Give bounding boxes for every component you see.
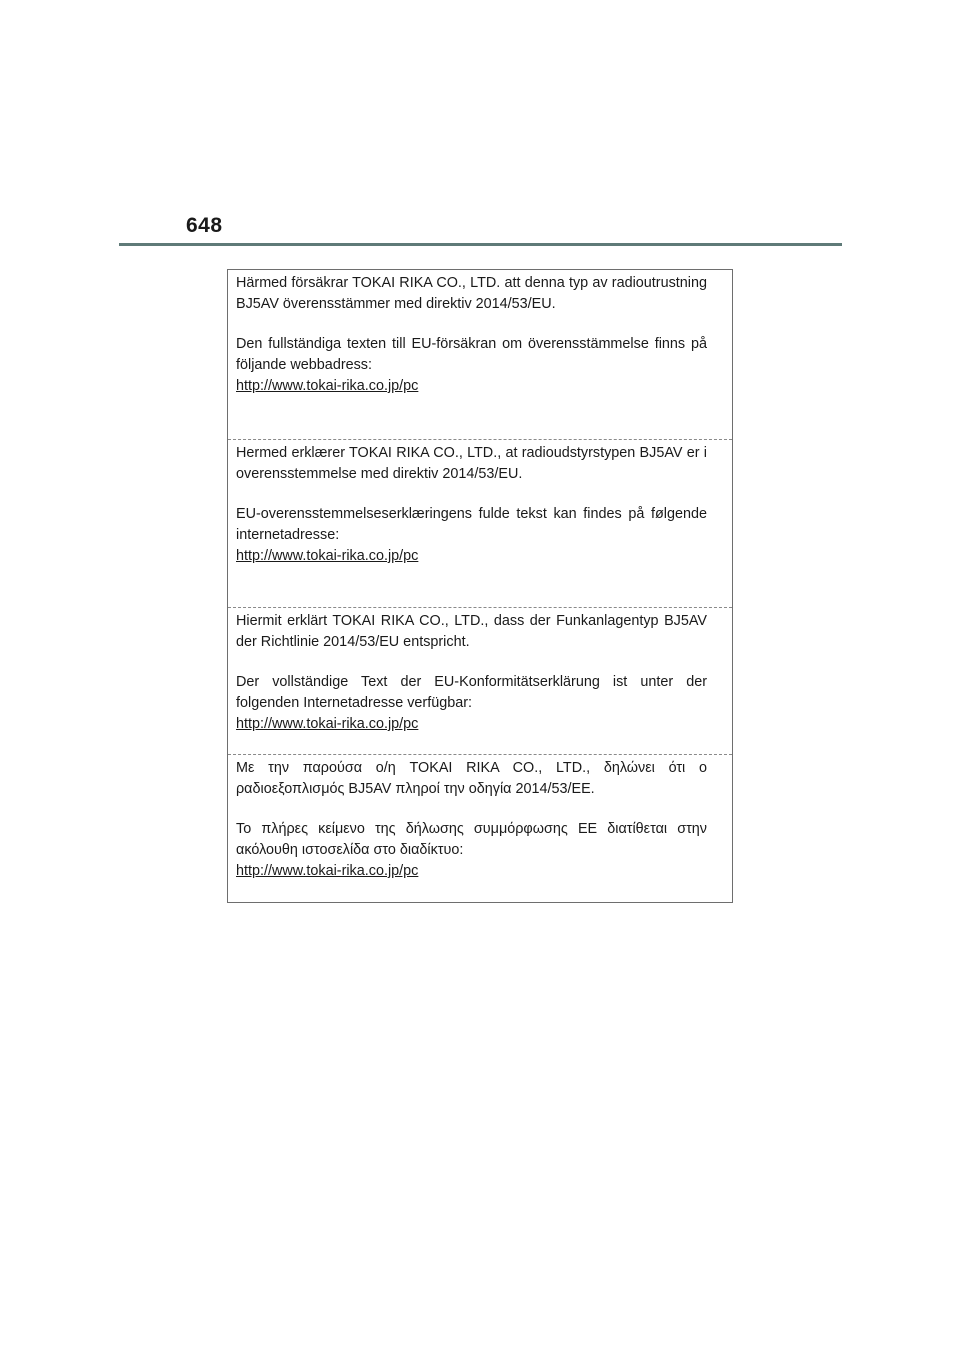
declaration-url-link[interactable]: http://www.tokai-rika.co.jp/pc: [236, 716, 419, 732]
info-text: EU-overensstemmelseserklæringens fulde tekst kan findes på følgende internetadresse:: [236, 506, 707, 543]
section-greek: [228, 754, 732, 904]
declaration-url-link[interactable]: http://www.tokai-rika.co.jp/pc: [236, 548, 419, 564]
declaration-url-link[interactable]: http://www.tokai-rika.co.jp/pc: [236, 378, 419, 394]
declaration-text: Hiermit erklärt TOKAI RIKA CO., LTD., dass der Funkanlagentyp BJ5AV der Richtlinie 2014/53/EU entspricht.: [236, 613, 707, 650]
header-rule: [119, 243, 842, 246]
declaration-url-link[interactable]: http://www.tokai-rika.co.jp/pc: [236, 863, 419, 879]
section-swedish: [228, 270, 732, 439]
info-text: Den fullständiga texten till EU-försäkran om överensstämmelse finns på följande webbadress:: [236, 336, 707, 373]
info-text: Der vollständige Text der EU-Konformitätserklärung ist unter der folgenden Internetadresse verfügbar:: [236, 674, 707, 711]
section-danish: [228, 439, 732, 607]
section-german: [228, 607, 732, 754]
info-text: Το πλήρες κείμενο της δήλωσης συμμόρφωσης ΕΕ διατίθεται στην ακόλουθη ιστοσελίδα στο διαδίκτυο:: [236, 821, 707, 858]
declaration-text: Hermed erklærer TOKAI RIKA CO., LTD., at radioudstyrstypen BJ5AV er i overensstemmelse med direktiv 2014/53/EU.: [236, 445, 707, 482]
compliance-notice-box: [227, 269, 733, 903]
page-number: 648: [186, 214, 223, 237]
declaration-text: Με την παρούσα ο/η TOKAI RIKA CO., LTD., δηλώνει ότι ο ραδιοεξοπλισμός BJ5AV πληροί την οδηγία 2014/53/ΕΕ.: [236, 760, 707, 797]
declaration-text: Härmed försäkrar TOKAI RIKA CO., LTD. att denna typ av radioutrustning BJ5AV överensstämmer med direktiv 2014/53/EU.: [236, 275, 707, 312]
